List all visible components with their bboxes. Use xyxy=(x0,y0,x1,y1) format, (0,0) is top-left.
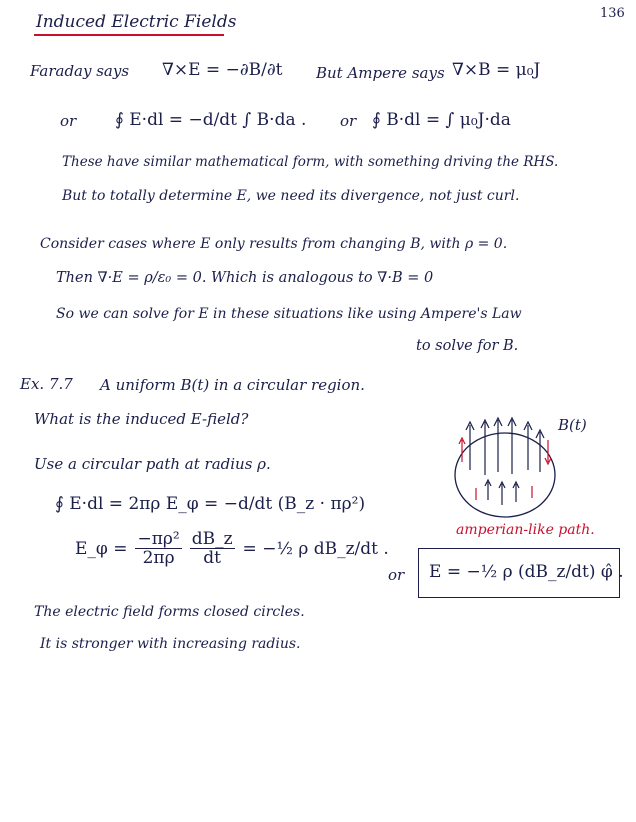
para1-line1: These have similar mathematical form, with something driving the RHS. xyxy=(62,154,559,170)
para2-line4: to solve for B. xyxy=(416,338,519,354)
example-eq2 xyxy=(75,530,389,567)
title-underline xyxy=(34,34,224,36)
conclusion-2: It is stronger with increasing radius. xyxy=(40,636,301,652)
example-line2: What is the induced E-field? xyxy=(34,410,249,428)
e-field-arrows xyxy=(459,438,551,500)
b-label: B(t) xyxy=(558,416,587,434)
example-eq1: ∮ E·dl = 2πρ E_φ = −d/dt (B_z · πρ²) xyxy=(55,494,366,514)
eq2-fraction-1 xyxy=(135,530,181,567)
boxed-equation: E = −½ ρ (dB_z/dt) φ̂ . xyxy=(429,562,624,582)
amperian-path-label: amperian-like path. xyxy=(456,522,595,538)
para2-line1: Consider cases where E only results from changing B, with ρ = 0. xyxy=(40,236,508,252)
ampere-or: or xyxy=(340,112,357,130)
faraday-or: or xyxy=(60,112,77,130)
eq2-den: 2πρ xyxy=(142,548,175,568)
para2-line3: So we can solve for E in these situations like using Ampere's Law xyxy=(56,306,522,322)
eq2-mid-den: dt xyxy=(203,548,221,568)
eq2-mid-num: dB_z xyxy=(191,529,233,549)
eq2-num: −πρ² xyxy=(137,529,180,549)
para1-line2: But to totally determine E, we need its divergence, not just curl. xyxy=(62,188,520,204)
example-or: or xyxy=(388,566,405,584)
page-title: Induced Electric Fields xyxy=(36,12,237,32)
example-label: Ex. 7.7 xyxy=(20,375,73,393)
faraday-int-form: ∮ E·dl = −d/dt ∫ B·da . xyxy=(115,110,307,130)
ampere-int-form: ∮ B·dl = ∫ μ₀J·da xyxy=(372,110,511,130)
example-line1: A uniform B(t) in a circular region. xyxy=(100,376,365,394)
faraday-says: Faraday says xyxy=(30,62,130,80)
para2-line2: Then ∇·E = ρ/ε₀ = 0. Which is analogous to ∇·B = 0 xyxy=(56,270,434,286)
eq2-lhs: E_φ = xyxy=(75,538,128,559)
eq2-rhs: = −½ ρ dB_z/dt . xyxy=(242,538,389,559)
page-number: 136 xyxy=(600,6,625,21)
ampere-says: But Ampere says xyxy=(316,64,445,82)
conclusion-1: The electric field forms closed circles. xyxy=(34,604,305,620)
boxed-result xyxy=(418,548,624,598)
ampere-diff-form: ∇×B = μ₀J xyxy=(452,60,541,80)
faraday-diff-form: ∇×E = −∂B/∂t xyxy=(162,60,283,80)
example-line3: Use a circular path at radius ρ. xyxy=(34,455,271,473)
eq2-fraction-2 xyxy=(190,530,235,567)
